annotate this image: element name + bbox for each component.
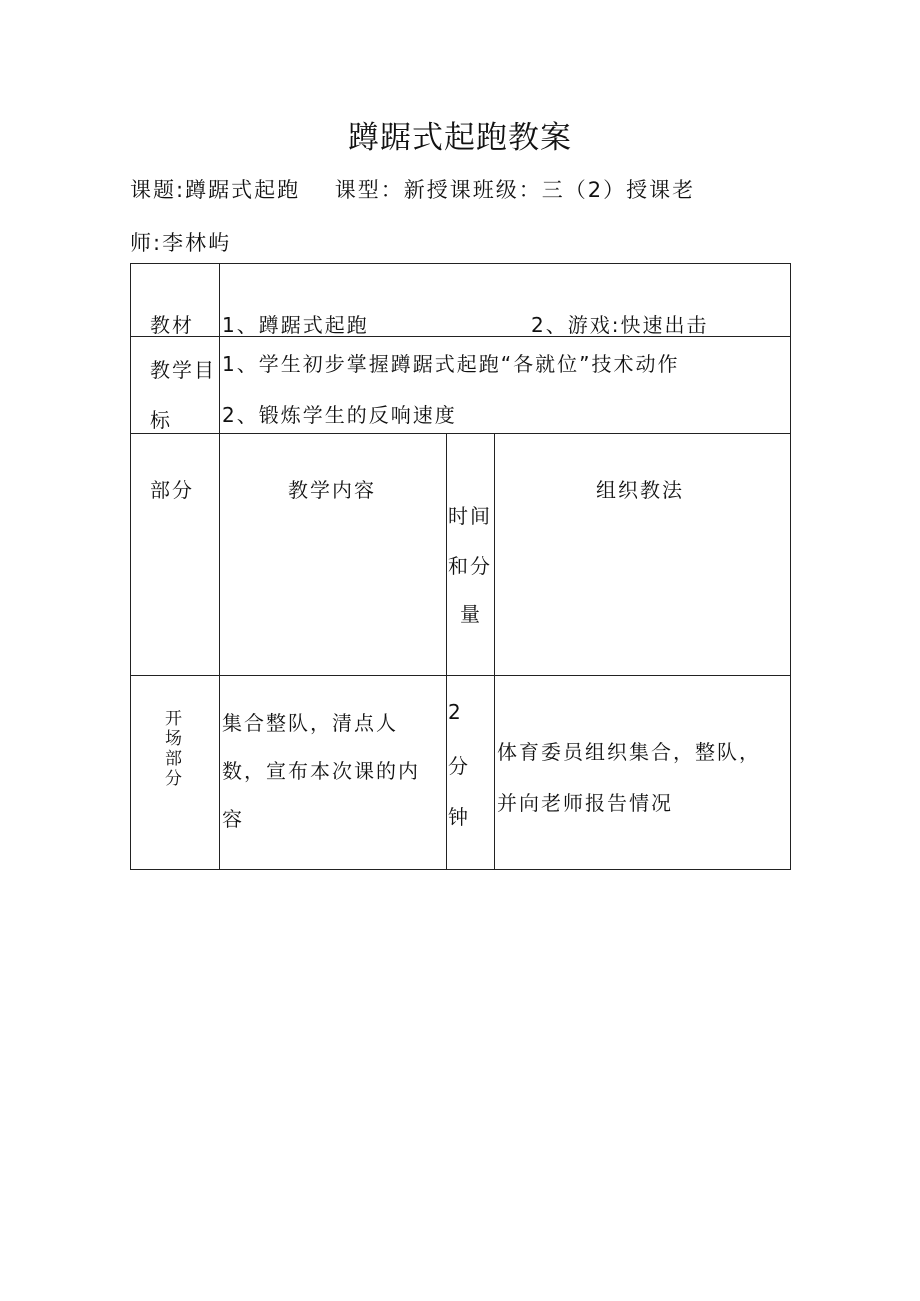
- header-part: 部分: [150, 478, 194, 502]
- time-line-2: 分: [448, 754, 470, 778]
- part-char: 分: [165, 769, 182, 789]
- lesson-info-line-1: 课题:蹲踞式起跑 课型：新授课班级：三（2）授课老: [130, 178, 696, 202]
- material-label: 教材: [150, 313, 194, 337]
- column-divider: [446, 433, 447, 869]
- goal-label: 教学目: [150, 358, 216, 382]
- document-title: 蹲踞式起跑教案: [348, 120, 572, 156]
- part-char: 开: [165, 709, 182, 729]
- row-divider: [130, 675, 790, 676]
- row-divider: [130, 433, 790, 434]
- method-line-1: 体育委员组织集合，整队，: [497, 740, 761, 764]
- content-line-2: 数，宣布本次课的内: [222, 759, 420, 783]
- header-time-cont: 量: [460, 602, 482, 626]
- time-line-1: 2: [448, 700, 463, 724]
- material-item-1: 1、蹲踞式起跑: [222, 313, 369, 337]
- column-divider: [219, 263, 220, 869]
- material-item-2: 2、游戏:快速出击: [531, 313, 709, 337]
- header-time-cont: 和分: [448, 554, 492, 578]
- method-line-2: 并向老师报告情况: [497, 791, 673, 815]
- goal-label-cont: 标: [150, 408, 172, 432]
- content-line-3: 容: [222, 807, 244, 831]
- goal-item-1: 1、学生初步掌握蹲踞式起跑“各就位”技术动作: [222, 352, 680, 376]
- header-method: 组织教法: [596, 478, 684, 502]
- content-line-1: 集合整队，清点人: [222, 711, 398, 735]
- goal-item-2: 2、锻炼学生的反响速度: [222, 403, 457, 427]
- time-line-3: 钟: [448, 805, 470, 829]
- part-char: 部: [165, 749, 182, 769]
- header-time: 时间: [448, 504, 492, 528]
- column-divider: [494, 433, 495, 869]
- header-content: 教学内容: [288, 478, 376, 502]
- part-char: 场: [165, 729, 182, 749]
- lesson-info-line-2: 师:李林屿: [130, 231, 232, 255]
